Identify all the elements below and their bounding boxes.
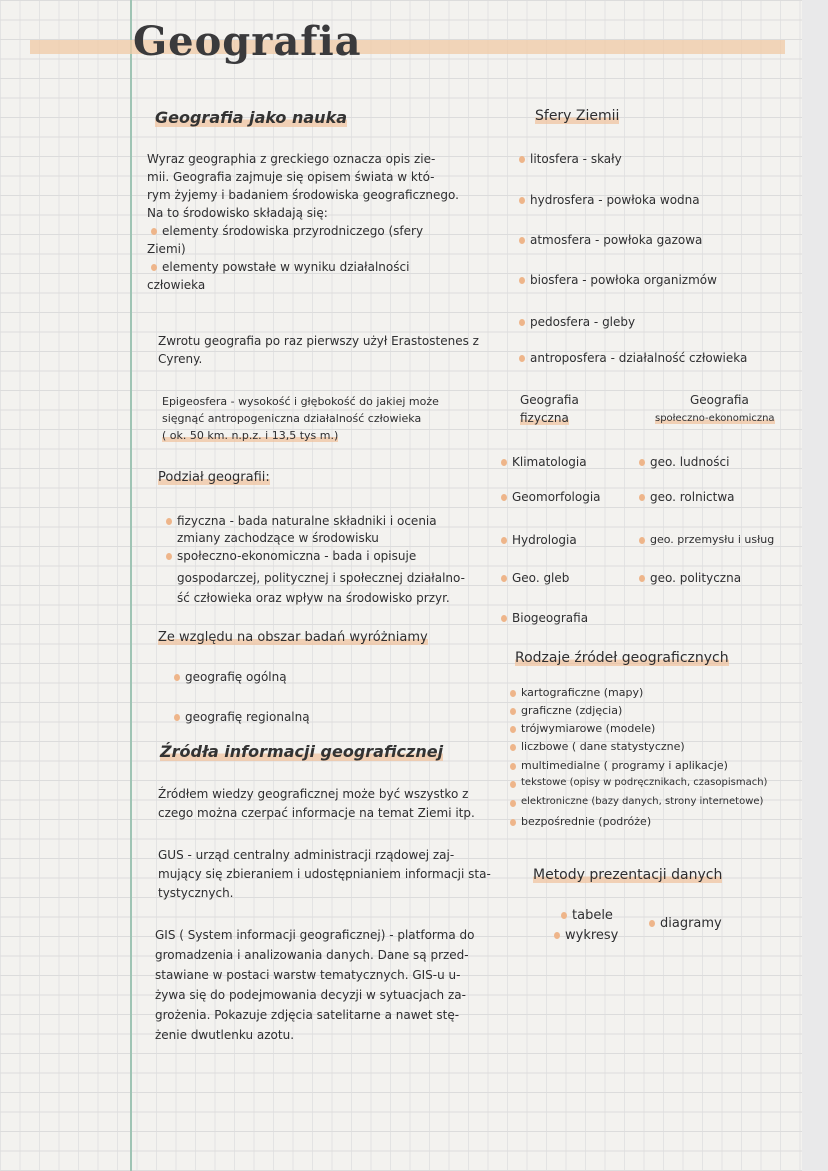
source-type: tekstowe (opisy w podręcznikach, czasopismach) bbox=[521, 777, 768, 788]
text-line: gromadzenia i analizowania danych. Dane są przed- bbox=[155, 948, 469, 962]
sphere-item: antroposfera - działalność człowieka bbox=[530, 351, 748, 365]
text-line: Cyreny. bbox=[158, 352, 203, 366]
column-title-social: społeczno-ekonomiczna bbox=[655, 413, 775, 424]
sphere-item: litosfera - skały bbox=[530, 152, 622, 166]
sphere-item: hydrosfera - powłoka wodna bbox=[530, 193, 700, 207]
text-line: Zwrotu geografia po raz pierwszy użył Erastostenes z bbox=[158, 334, 479, 348]
sphere-item: atmosfera - powłoka gazowa bbox=[530, 233, 703, 247]
text-line: Źródłem wiedzy geograficznej może być wszystko z bbox=[158, 787, 469, 801]
column-title-social: Geografia bbox=[690, 393, 749, 407]
text-line: zmiany zachodzące w środowisku bbox=[177, 531, 379, 545]
social-branch: geo. polityczna bbox=[650, 571, 742, 585]
source-type: liczbowe ( dane statystyczne) bbox=[521, 740, 685, 753]
social-branch: geo. ludności bbox=[650, 455, 730, 469]
subheading-rodzaje-zrodel: Rodzaje źródeł geograficznych bbox=[515, 650, 729, 666]
sphere-item: pedosfera - gleby bbox=[530, 315, 636, 329]
source-type: trójwymiarowe (modele) bbox=[521, 722, 656, 735]
subheading-podzial: Podział geografii: bbox=[158, 470, 270, 485]
physical-branch: Biogeografia bbox=[512, 611, 589, 625]
text-line: rym żyjemy i badaniem środowiska geograficznego. bbox=[147, 188, 459, 202]
list-item: elementy powstałe w wyniku działalności bbox=[162, 260, 410, 274]
source-type: kartograficzne (mapy) bbox=[521, 686, 644, 699]
physical-branch: Klimatologia bbox=[512, 455, 587, 469]
text-line: ść człowieka oraz wpływ na środowisko przyr. bbox=[177, 591, 450, 605]
text-line: Wyraz geographia z greckiego oznacza opis zie- bbox=[147, 152, 436, 166]
subheading-obszar: Ze względu na obszar badań wyróżniamy bbox=[158, 630, 428, 645]
method-item: diagramy bbox=[660, 916, 722, 931]
column-title-physical: Geografia bbox=[520, 393, 579, 407]
method-item: wykresy bbox=[565, 928, 619, 943]
sphere-item: biosfera - powłoka organizmów bbox=[530, 273, 717, 287]
source-type: graficzne (zdjęcia) bbox=[521, 704, 623, 717]
text-line: stawiane w postaci warstw tematycznych. GIS-u u- bbox=[155, 968, 461, 982]
social-branch: geo. rolnictwa bbox=[650, 490, 735, 504]
physical-branch: Hydrologia bbox=[512, 533, 577, 547]
list-item: geografię regionalną bbox=[185, 710, 310, 724]
text-line: gospodarczej, politycznej i społecznej działalno- bbox=[177, 571, 465, 585]
heading-geografia-jako-nauka: Geografia jako nauka bbox=[155, 108, 348, 127]
source-type: elektroniczne (bazy danych, strony internetowe) bbox=[521, 796, 764, 807]
method-item: tabele bbox=[572, 908, 613, 923]
heading-zrodla-informacji: Źródła informacji geograficznej bbox=[160, 742, 444, 761]
physical-branch: Geomorfologia bbox=[512, 490, 601, 504]
subheading-sfery-ziemi: Sfery Ziemii bbox=[535, 108, 620, 124]
text-line: sięgnąć antropogeniczna działalność człowieka bbox=[162, 412, 422, 425]
text-line: GUS - urząd centralny administracji rządowej zaj- bbox=[158, 848, 455, 862]
text-line: GIS ( System informacji geograficznej) - platforma do bbox=[155, 928, 475, 942]
text-line: Epigeosfera - wysokość i głębokość do jakiej może bbox=[162, 395, 439, 408]
list-item: fizyczna - bada naturalne składniki i ocenia bbox=[177, 514, 437, 528]
text-line: mii. Geografia zajmuje się opisem świata w któ- bbox=[147, 170, 435, 184]
list-item: geografię ogólną bbox=[185, 670, 287, 684]
text-line: Na to środowisko składają się: bbox=[147, 206, 328, 220]
text-line: czego można czerpać informacje na temat Ziemi itp. bbox=[158, 806, 475, 820]
source-type: multimedialne ( programy i aplikacje) bbox=[521, 759, 728, 772]
page-title: Geografia bbox=[133, 18, 362, 65]
text-line: tystycznych. bbox=[158, 886, 234, 900]
text-line: żenie dwutlenku azotu. bbox=[155, 1028, 295, 1042]
text-line: mujący się zbieraniem i udostępnianiem informacji sta- bbox=[158, 867, 491, 881]
text-line: Ziemi) bbox=[147, 242, 186, 256]
source-type: bezpośrednie (podróże) bbox=[521, 815, 652, 828]
social-branch: geo. przemysłu i usług bbox=[650, 533, 775, 546]
text-line: grożenia. Pokazuje zdjęcia satelitarne a nawet stę- bbox=[155, 1008, 460, 1022]
text-line: żywa się do podejmowania decyzji w sytuacjach za- bbox=[155, 988, 466, 1002]
margin-line bbox=[130, 0, 132, 1171]
column-title-physical: fizyczna bbox=[520, 411, 569, 425]
list-item: elementy środowiska przyrodniczego (sfery bbox=[162, 224, 424, 238]
list-item: społeczno-ekonomiczna - bada i opisuje bbox=[177, 549, 417, 563]
text-line: człowieka bbox=[147, 278, 206, 292]
page-edge bbox=[802, 0, 828, 1171]
physical-branch: Geo. gleb bbox=[512, 571, 570, 585]
text-line: ( ok. 50 km. n.p.z. i 13,5 tys m.) bbox=[162, 429, 339, 442]
subheading-metody-prezentacji: Metody prezentacji danych bbox=[533, 867, 723, 883]
